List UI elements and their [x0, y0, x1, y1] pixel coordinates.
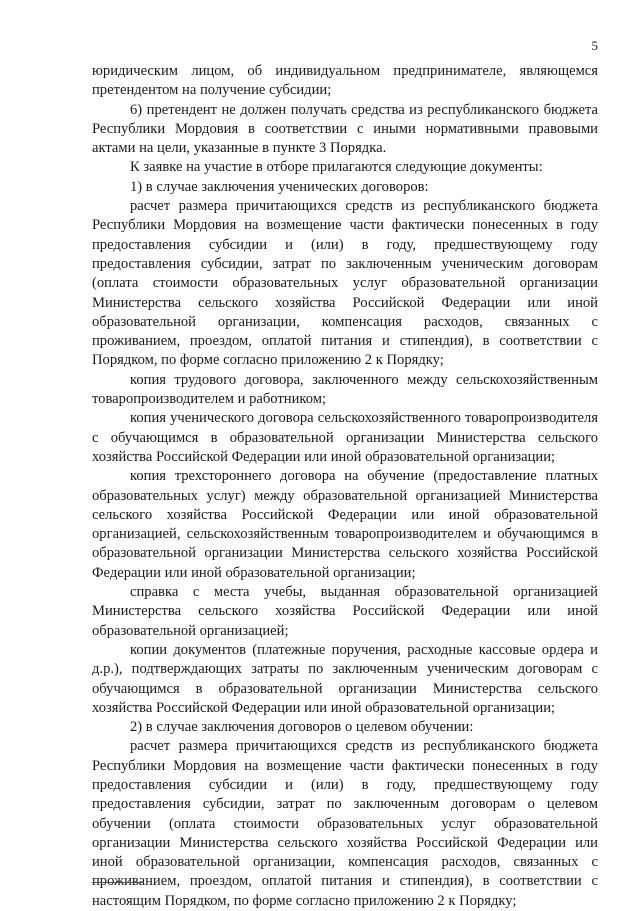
paragraph: 6) претендент не должен получать средства из республиканского бюджета Республики Мордовия в соответствии с иными нормативными правовыми актами на цели, указанные в пункте 3 Порядка. — [92, 101, 598, 157]
page-number: 5 — [591, 38, 598, 53]
paragraph: копия ученического договора сельскохозяйственного товаропроизводителя с обучающимся в образовательной организации Министерства сельского хозяйства Российской Федерации или иной образовательной организации; — [92, 410, 598, 465]
paragraph: 1) в случае заключения ученических договоров: — [130, 178, 429, 195]
paragraph: расчет размера причитающихся средств из республиканского бюджета Республики Мордовия на возмещение части фактически понесенных в году предоставления субсидии и (или) в году, предшествующему году предоставления субсидии, затрат по заключенным ученическим договорам (оплата стоимости образовательных услуг образовательной организации Министерства сельского хозяйства Российской Федерации или иной образовательной организации, компенсация расходов, связанных с проживанием, проездом, оплатой питания и стипендия), в соответствии с Порядком, по форме согласно приложению 2 к Порядку; — [92, 198, 598, 369]
paragraph: 2) в случае заключения договоров о целевом обучении: — [130, 719, 474, 736]
paragraph: юридическим лицом, об индивидуальном предпринимателе, являющемся претендентом на получение субсидии; — [92, 63, 598, 99]
paragraph: К заявке на участие в отборе прилагаются следующие документы: — [130, 159, 543, 176]
paragraph: копии документов (платежные поручения, расходные кассовые ордера и д.р.), подтверждающих затраты по заключенным ученическим договорам с обучающимся в образовательной организации Министерства сельского хозяйства Российской Федерации или иной образовательной организации; — [92, 641, 598, 716]
paragraph: копия трехстороннего договора на обучение (предоставление платных образовательных услуг) между образовательной организацией Министерства сельского хозяйства Российской Федерации или иной образовательной организацией, сельскохозяйственным товаропроизводителем и обучающимся в образовательной организации Министерства сельского хозяйства Российской Федерации или иной образовательной организации; — [92, 468, 598, 581]
paragraph: расчет размера причитающихся средств из республиканского бюджета Республики Мордовия на возмещение части фактически понесенных в году предоставления субсидии и (или) в году, предшествующему году предоставления субсидии, затрат по заключенным договорам о целевом обучении (оплата стоимости образовательных услуг образовательной организации Министерства сельского хозяйства Российской Федерации или иной образовательной организации, компенсация расходов, связанных с проживанием, проездом, оплатой питания и стипендия), в соответствии с настоящим Порядком, по форме согласно приложению 2 к Порядку; — [92, 738, 598, 909]
document-body — [92, 62, 598, 911]
paragraph: справка с места учебы, выданная образовательной организацией Министерства сельского хозяйства Российской Федерации или иной образовательной организацией; — [92, 584, 598, 639]
footer-rule — [92, 882, 144, 883]
paragraph: копия трудового договора, заключенного между сельскохозяйственным товаропроизводителем и работником; — [92, 371, 598, 408]
